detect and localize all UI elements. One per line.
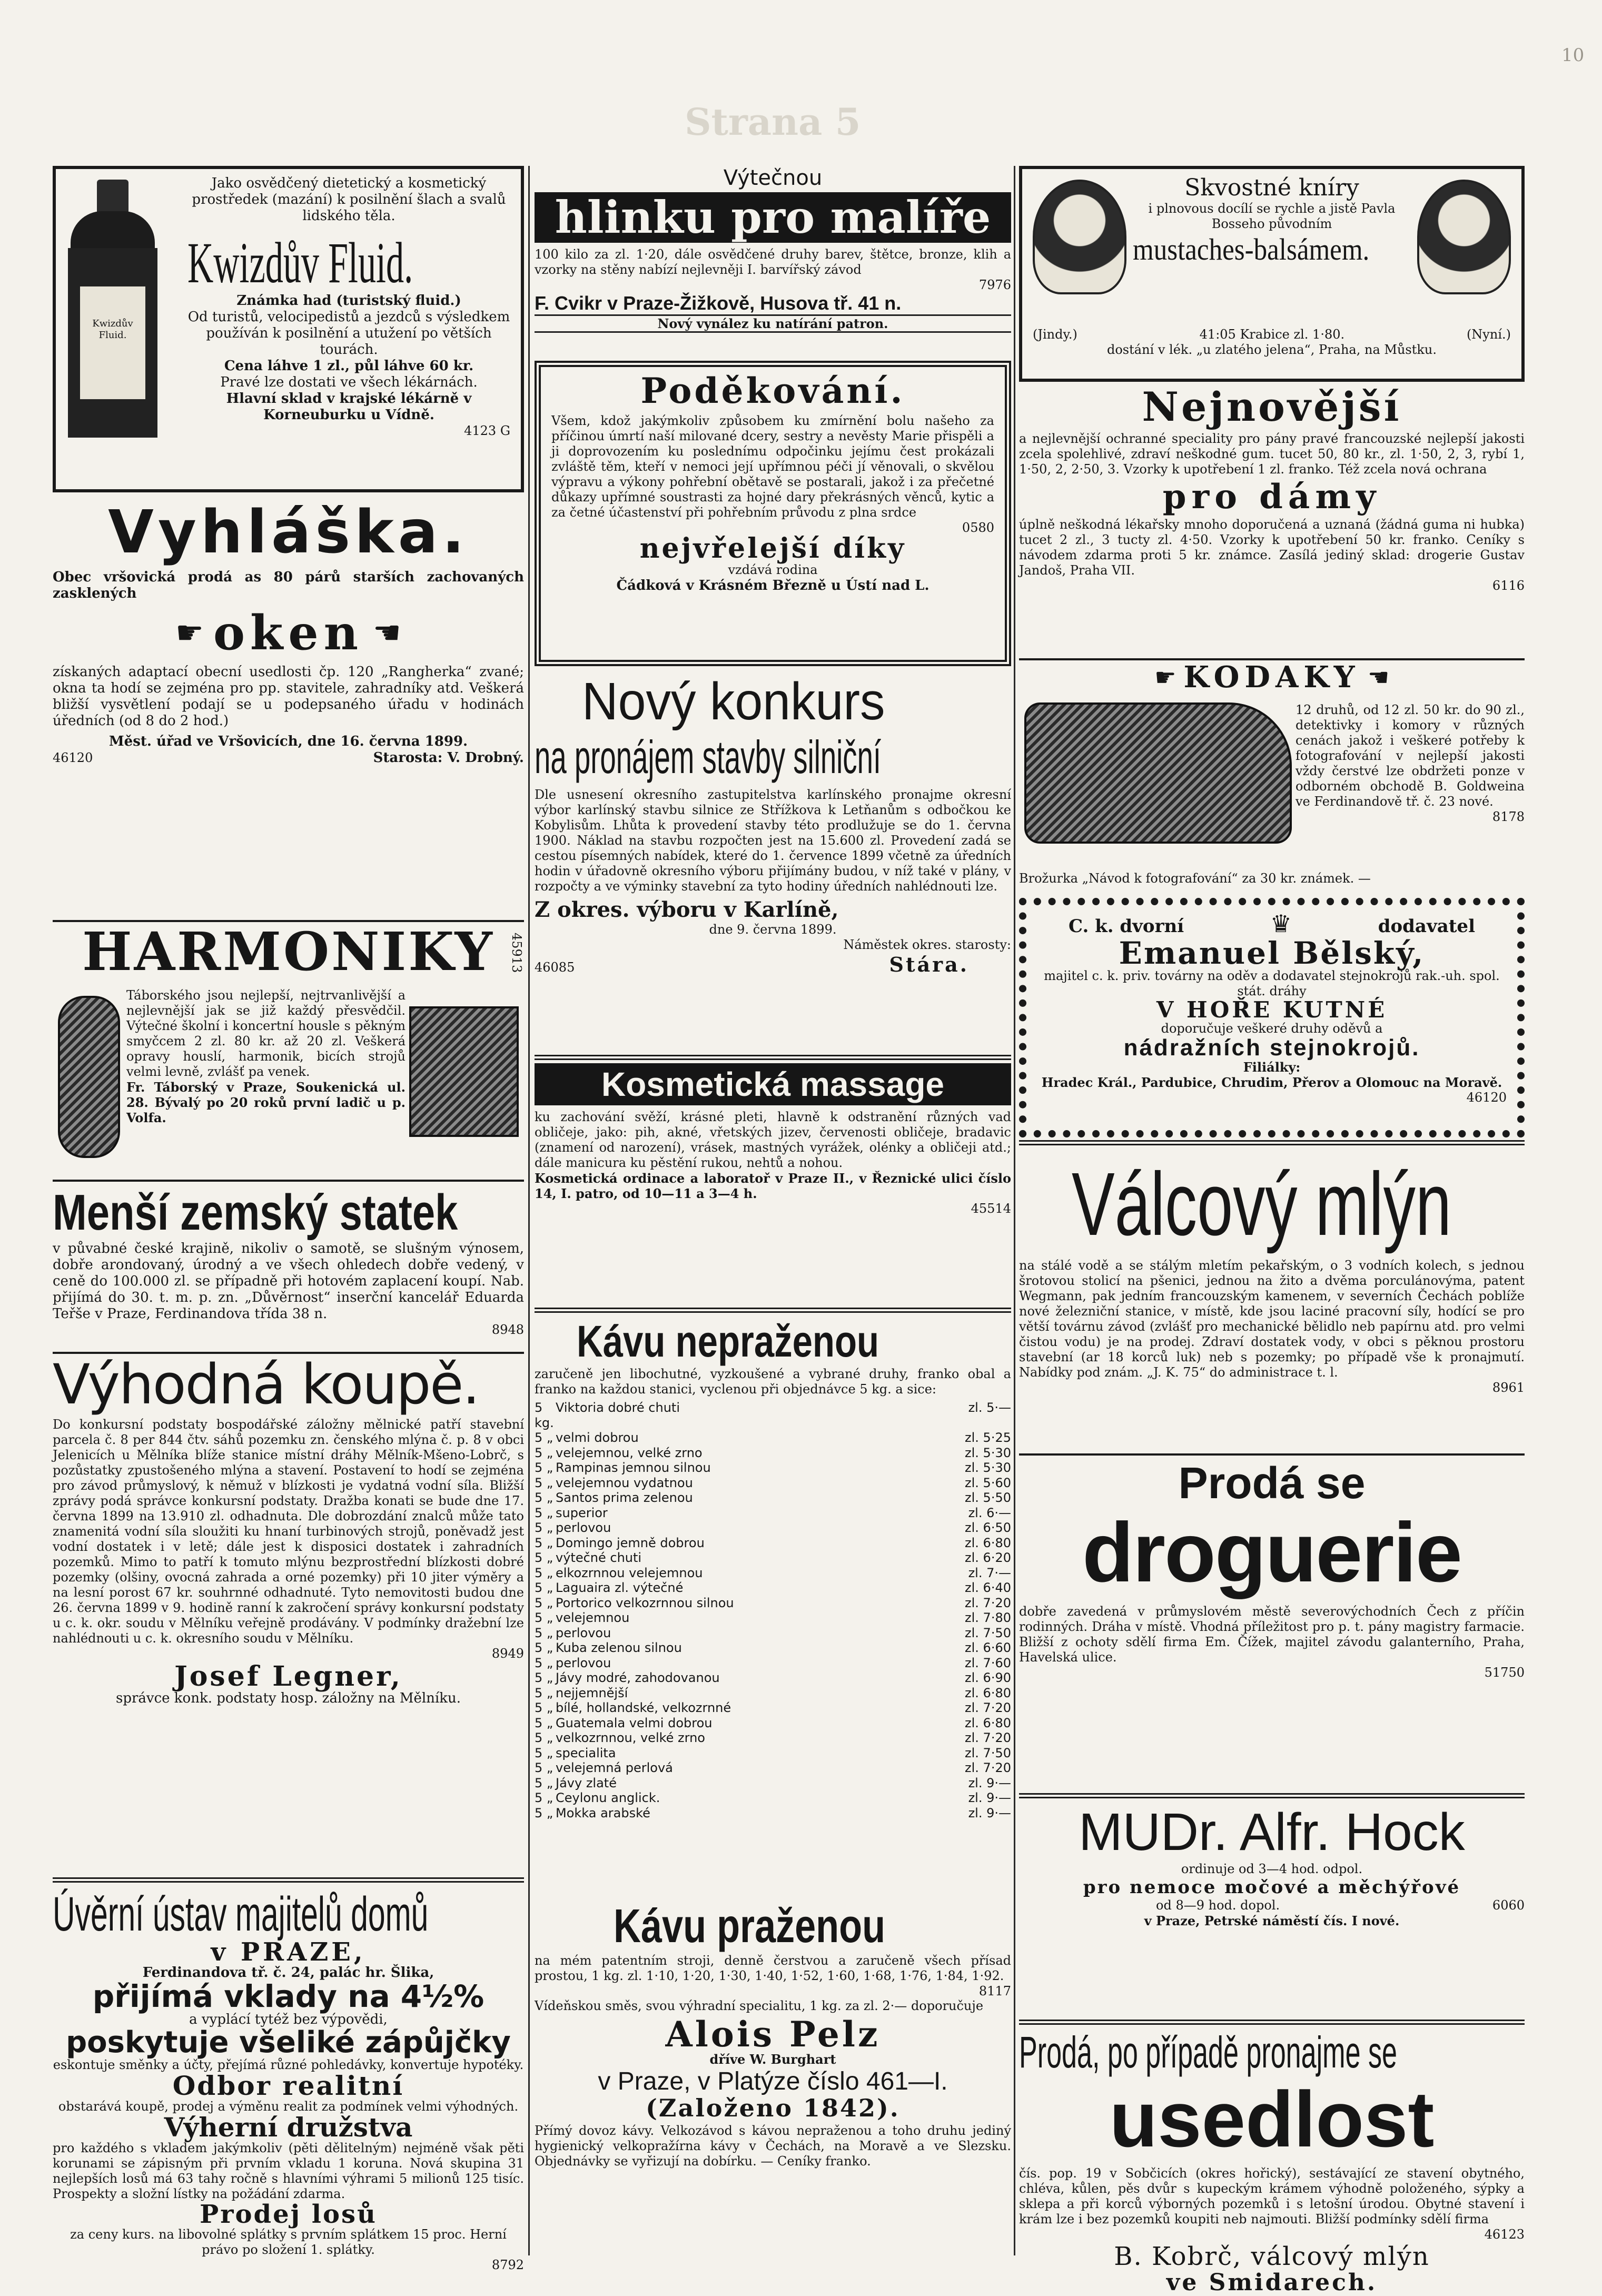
kwizda-price: Cena láhve 1 zl., půl láhve 60 kr.	[224, 358, 474, 374]
coffee-variety: velejemnou, velké zrno	[556, 1445, 703, 1460]
konkurs-title2: na pronájem stavby silniční	[535, 731, 882, 783]
belsky-branches: Hradec Král., Pardubice, Chrudim, Přerov a Olomouc na Moravě.	[1041, 1075, 1502, 1090]
coffee-price: zl. 9·—	[968, 1790, 1011, 1805]
ad-uverni-ustav	[53, 1877, 524, 2272]
kniry-right: (Nyní.)	[1466, 327, 1511, 342]
konkurs-deputy: Náměstek okres. starosty:	[843, 937, 1011, 952]
coffee-price-row	[535, 1656, 1011, 1671]
pelz-address: v Praze, v Platýze číslo 461—I.	[598, 2067, 948, 2095]
coffee-price: zl. 7·50	[965, 1745, 1011, 1760]
koupe-code: 8949	[491, 1646, 524, 1661]
coffee-variety: specialita	[556, 1745, 616, 1760]
kodaky-brochure: Brožurka „Návod k fotografování“ za 30 kr. známek. —	[1019, 871, 1371, 886]
man-portrait-after	[1417, 180, 1511, 294]
kava-raw-text: zaručeně jen libochutné, vyzkoušené a vybrané druhy, franko obal a franko na každou stanici, vyclenou při objednávce 5 kg. a sice:	[535, 1367, 1011, 1397]
coffee-price-row	[535, 1806, 1011, 1821]
ad-harmoniky	[53, 920, 524, 1178]
vyhlaska-mayor: Starosta: V. Drobný.	[373, 750, 524, 766]
coffee-price: zl. 6·40	[965, 1580, 1011, 1595]
coffee-price-row	[535, 1566, 1011, 1581]
usedlost-title2: usedlost	[1109, 2075, 1435, 2163]
coffee-variety: Mokka arabské	[556, 1805, 650, 1820]
ad-novy-konkurs	[535, 671, 1011, 1051]
belsky-name: Emanuel Bělský,	[1119, 935, 1425, 971]
konkurs-date: dne 9. června 1899.	[709, 922, 837, 937]
column-left	[53, 166, 524, 2272]
man-portrait-before	[1033, 180, 1126, 294]
coffee-quantity: 5 „	[535, 1745, 553, 1760]
coffee-variety: Santos prima zelenou	[556, 1490, 693, 1505]
coffee-variety: Jávy zlaté	[556, 1775, 617, 1790]
coffee-price: zl. 6·90	[965, 1670, 1011, 1685]
harmoniky-title: HARMONIKY	[82, 921, 495, 983]
vyhlaska-text2: získaných adaptací obecní usedlosti čp. 120 „Rangherka“ zvané; okna ta hodí se zejména pro pp. stavitele, zahradníky atd. Veškerá bližší vysvětlení podají se u podepsaného úřadu v hodinách úředních (od 8 do 2 hod.)	[53, 664, 524, 729]
podekovani-code: 0580	[962, 520, 994, 535]
kniry-where: dostání v lék. „u zlatého jelena“, Praha, na Můstku.	[1106, 342, 1437, 357]
coffee-price-row	[535, 1476, 1011, 1491]
ad-kosmeticka-massage	[535, 1055, 1011, 1305]
violin-illustration	[58, 996, 120, 1158]
kava-roasted-text: na mém patentním stroji, denně čerstvou a zaručeně všech přísad prostou, 1 kg. zl. 1·10, 1·20, 1·30, 1·40, 1·52, 1·60, 1·68, 1·76, 1·84, 1·92.	[535, 1953, 1011, 1983]
koupe-position: správce konk. podstaty hosp. záložny na Mělníku.	[115, 1690, 461, 1706]
coffee-price: zl. 6·—	[968, 1505, 1011, 1520]
podekovani-text: Všem, kdož jakýmkoliv způsobem ku zmírnění bolu našeho za příčinou úmrtí naší milované dcery, sestry a nevěsty Marie přispěli a ji doprovozením ku poslednímu odpočinku jejímu čest prokázali zvláště těm, kteří v nemoci její upřímnou péči jí věnovali, o skvělou výpravu a výkony pohřební obětavě se postarali, jakož i za přečetné důkazy upřímné soustrasti za hojné dary překrásných věnců, kytic a za četné účastenství při pohřebním průvodu z plna srdce	[551, 413, 994, 520]
coffee-price-row	[535, 1596, 1011, 1611]
ad-skvostne-kniry	[1019, 166, 1525, 382]
konkurs-office: Z okres. výboru v Karlíně,	[535, 897, 839, 922]
belsky-code: 46120	[1466, 1090, 1507, 1105]
konkurs-name: Stára.	[889, 953, 969, 976]
kniry-text1: i plnovous docílí se rychle a jistě Pavla Bosseho původním	[1148, 201, 1396, 231]
coffee-variety: Guatemala velmi dobrou	[556, 1715, 713, 1730]
harmoniky-text: Táborského jsou nejlepší, nejtrvanlivější a nejlevnější jak se již každý přesvědčil. Výtečné školní i koncertní housle s pěkným smyčcem 2 zl. 80 kr. až 20 zl. Veškerá opravy houslí, harmonik, bicích strojů velmi levně, zvlášť pa venek.	[126, 988, 406, 1079]
hock-hours2: od 8—9 hod. dopol.	[1156, 1898, 1280, 1913]
coffee-quantity: 5 „	[535, 1715, 553, 1730]
coffee-price-table	[535, 1400, 1011, 1820]
coffee-quantity: 5 „	[535, 1505, 553, 1520]
coffee-price-row	[535, 1580, 1011, 1596]
coffee-quantity: 5 „	[535, 1535, 553, 1550]
coffee-variety: superior	[556, 1505, 608, 1520]
mlyn-code: 8961	[1492, 1380, 1525, 1395]
malire-text: 100 kilo za zl. 1·20, dále osvědčené druhy barev, štětce, bronze, klih a vzorky na stěny nabízí nejlevněji I. barvířský závod	[535, 247, 1011, 277]
ad-emanuel-belsky	[1019, 898, 1525, 1137]
ustav-clubs: Výherní družstva	[164, 2112, 413, 2143]
ustav-lots: Prodej losů	[200, 2200, 377, 2229]
coffee-quantity: 5 „	[535, 1610, 553, 1625]
nejnovejsi-dames: pro dámy	[1162, 477, 1381, 517]
koupe-signature: Josef Legner,	[174, 1660, 402, 1693]
kodaky-code: 8178	[1492, 809, 1525, 824]
usedlost-title1: Prodá, po případě pronajme se	[1019, 2027, 1398, 2077]
koupe-title: Výhodná koupě.	[53, 1352, 479, 1417]
pointing-hand-right-icon: ☛	[373, 615, 401, 651]
coffee-variety: velejemnou vydatnou	[556, 1475, 693, 1490]
usedlost-code: 46123	[1484, 2227, 1525, 2242]
droguerie-code: 51750	[1484, 1665, 1525, 1680]
coffee-quantity: 5 „	[535, 1475, 553, 1490]
malire-firm: F. Cvikr v Praze-Žižkově, Husova tř. 41 n.	[535, 292, 902, 314]
ad-zemsky-statek	[53, 1180, 524, 1351]
ad-valcovy-mlyn	[1019, 1140, 1525, 1451]
pelz-former: dříve W. Burghart	[709, 2052, 836, 2067]
coffee-price: zl. 5·60	[965, 1475, 1011, 1490]
coffee-price-row	[535, 1430, 1011, 1446]
coffee-price-row	[535, 1716, 1011, 1731]
ad-nejnovejsi	[1019, 383, 1525, 656]
belsky-text: majitel c. k. priv. továrny na oděv a dodavatel stejnokrojů rak.-uh. spol. stát. dráhy	[1044, 968, 1500, 998]
ad-vyhodna-koupe	[53, 1352, 524, 1876]
konkurs-title1: Nový konkurs	[582, 672, 885, 731]
harmoniky-address: Fr. Táborský v Praze, Soukenická ul. 28. Bývalý po 20 roků první ladič u p. Volfa.	[126, 1080, 406, 1125]
podekovani-sender: vzdává rodina	[728, 562, 818, 577]
ustav-code: 8792	[491, 2258, 524, 2272]
droguerie-title2: droguerie	[1082, 1505, 1461, 1599]
belsky-city: V HOŘE KUTNÉ	[1156, 997, 1388, 1023]
kwizda-code: 4123 G	[464, 423, 510, 438]
coffee-price: zl. 7·20	[965, 1700, 1011, 1715]
coffee-variety: perlovou	[556, 1520, 611, 1535]
coffee-price: zl. 7·20	[965, 1730, 1011, 1745]
kwizda-intro: Jako osvědčený dietetický a kosmetický prostředek (mazání) k posilnění šlach a svalů lidského těla.	[192, 175, 506, 224]
malire-title: hlinku pro malíře	[535, 192, 1011, 243]
kava-roasted-title: Kávu praženou	[614, 1900, 886, 1953]
massage-text: ku zachování svěží, krásné pleti, hlavně k odstranění různých vad obličeje, jako: pih, akné, vřetských jizev, červenosti obličeje, bradavic (znamení od narození), vrásek, mastných vyrážek, olénky a obličeji atd.; dále manicura ku pěstění rukou, nehtů a nohou.	[535, 1110, 1011, 1170]
massage-clinic: Kosmetická ordinace a laboratoř v Praze II., v Řeznické ulici číslo 14, I. patro, od 10—11 a 3—4 h.	[535, 1171, 1011, 1201]
kniry-product: mustaches-balsámem.	[1133, 232, 1370, 266]
coffee-quantity: 5 „	[535, 1730, 553, 1745]
nejnovejsi-title: Nejnovější	[1142, 383, 1402, 430]
statek-text: v půvabné české krajině, nikoliv o samotě, se slušným výnosem, dobře arondovaný, úrodný a ve všech ohledech dobře vedený, v ceně do 100.000 zl. se případně při hotovém zaplacení koupí. Nab. přijímá do 30. t. m. p. zn. „Důvěrnost“ inserční kancelář Eduarda Teřše v Praze, Ferdinandova třída 38 n.	[53, 1241, 524, 1322]
ad-hlinka-malire	[535, 166, 1011, 358]
coffee-variety: Jávy modré, zahodovanou	[556, 1670, 720, 1685]
coffee-variety: Domingo jemně dobrou	[556, 1535, 705, 1550]
mlyn-text: na stálé vodě a se stálým mletím pekařským, o 3 vodních kolech, s jednou šrotovou stolicí na pšenici, jednou na žito a dvěma porculánovýma, patent Wegmann, pak jedním francouzským kamenem, v severních Čechách poblíže nové železniční stanice, v místě, kde jsou laciné pracovní síly, hodící se pro větší továrnu závod (zvlášť pro mechanické bělidlo neb papírnu atd. pro velmi čistou vodu) je na prodej. Zdraví dostatek vody, v obci s pěknou prostoru stavební (ar 18 korců luk) neb s pozemky; po případě vše k pronajmutí. Nabídky pod znám. „J. K. 75“ do administrace t. l.	[1019, 1258, 1525, 1380]
usedlost-firm: B. Kobrč, válcový mlýn	[1114, 2242, 1430, 2271]
pelz-note: Přímý dovoz kávy. Velkozávod s kávou nepraženou a toho druhu jediný hygienický velkopražírna kávy v Čechách, na Moravě a ve Slezsku. Objednávky se vyřizují na dobírku. — Ceníky franko.	[535, 2123, 1011, 2169]
coffee-quantity: 5 „	[535, 1775, 553, 1790]
column-right	[1019, 166, 1525, 2296]
ustav-city: v PRAZE,	[211, 1937, 366, 1967]
ustav-loans-note: eskontuje směnky a účty, přejímá různé pohledávky, konvertuje hypotéky.	[53, 2057, 524, 2072]
coffee-variety: Rampinas jemnou silnou	[556, 1460, 711, 1475]
belsky-court: C. k. dvorní	[1069, 916, 1184, 937]
podekovani-family: Čádková v Krásném Březně u Ústí nad L.	[616, 578, 929, 593]
pointing-hand-left-icon: ☛	[175, 615, 204, 651]
podekovani-title: Poděkování.	[640, 370, 905, 411]
vyhlaska-okna: oken	[213, 605, 364, 661]
belsky-product: nádražních stejnokrojů.	[1123, 1035, 1420, 1061]
ustav-realty: Odbor realitní	[172, 2070, 404, 2101]
coffee-variety: perlovou	[556, 1655, 611, 1670]
coffee-price-row	[535, 1506, 1011, 1521]
coffee-price-row	[535, 1700, 1011, 1716]
coffee-price: zl. 7·60	[965, 1655, 1011, 1670]
ustav-title: Úvěrní ústav majitelů domů	[53, 1887, 429, 1941]
coffee-price: zl. 5·50	[965, 1490, 1011, 1505]
coffee-variety: velkozrnnou, velké zrno	[556, 1730, 705, 1745]
coffee-variety: Kuba zelenou silnou	[556, 1640, 682, 1655]
harmoniky-side-code: 45913	[509, 933, 524, 973]
coffee-variety: velejemná perlová	[556, 1760, 673, 1775]
kodaky-title: KODAKY	[1183, 660, 1360, 695]
coffee-price: zl. 6·50	[965, 1520, 1011, 1535]
pointing-hand-right-icon: ☛	[1367, 663, 1389, 691]
coffee-price-row	[535, 1610, 1011, 1626]
ad-droguerie	[1019, 1453, 1525, 1790]
hock-code: 6060	[1492, 1898, 1525, 1913]
kava-raw-title: Kávu nepraženou	[577, 1317, 879, 1366]
coffee-price: zl. 7·20	[965, 1760, 1011, 1775]
coffee-price: zl. 7·20	[965, 1595, 1011, 1610]
kwizda-depot: Hlavní sklad v krajské lékárně v Korneuburku u Vídně.	[226, 391, 472, 423]
coffee-quantity: 5 „	[535, 1490, 553, 1505]
coffee-price: zl. 6·80	[965, 1535, 1011, 1550]
coffee-variety: bílé, hollandské, velkozrnné	[556, 1700, 731, 1715]
coffee-quantity: 5 „	[535, 1580, 553, 1595]
coffee-price: zl. 6·80	[965, 1715, 1011, 1730]
usedlost-place: ve Smidarech.	[1166, 2269, 1378, 2296]
ustav-lots-note: za ceny kurs. na libovolné splátky s prvním splátkem 15 proc. Herní právo po složení 1. splátky.	[70, 2227, 507, 2257]
coffee-price-row	[535, 1400, 1011, 1430]
vyhlaska-code: 46120	[53, 750, 93, 765]
hock-address: v Praze, Petrské náměstí čís. I nové.	[1144, 1913, 1400, 1928]
droguerie-title1: Prodá se	[1178, 1458, 1366, 1508]
coffee-price: zl. 5·25	[965, 1430, 1011, 1445]
coffee-variety: elkozrnnou velejemnou	[556, 1565, 703, 1580]
kniry-price: 41:05 Krabice zl. 1·80.	[1199, 327, 1345, 342]
kodaky-text: 12 druhů, od 12 zl. 50 kr. do 90 zl., detektivky i komory v různých cenách jakož i veškeré potřeby k fotografování v nejlepší jakosti vždy čerstvé lze obdržeti ponze v odborném obchodě B. Goldweina ve Ferdinandově tř. č. 23 nové.	[1296, 702, 1525, 809]
coffee-price-row	[535, 1760, 1011, 1776]
coffee-price: zl. 9·—	[968, 1805, 1011, 1820]
hock-title: MUDr. Alfr. Hock	[1079, 1803, 1465, 1862]
pointing-hand-left-icon: ☛	[1154, 663, 1176, 691]
belsky-offer: doporučuje veškeré druhy oděvů a	[1161, 1021, 1383, 1036]
ad-podekovani	[535, 361, 1011, 666]
ustav-address: Ferdinandova tř. č. 24, palác hr. Šlika,	[142, 1965, 434, 1981]
coffee-price: zl. 6·60	[965, 1640, 1011, 1655]
coffee-quantity: 5 „	[535, 1430, 553, 1445]
coffee-variety: velmi dobrou	[556, 1430, 639, 1445]
pelz-founded: (Založeno 1842).	[646, 2094, 900, 2122]
ad-usedlost	[1019, 2020, 1525, 2296]
coffee-quantity: 5 „	[535, 1805, 553, 1820]
malire-kicker: Výtečnou	[723, 166, 823, 190]
ad-kava-prazena	[535, 1899, 1011, 2273]
coffee-variety: velejemnou	[556, 1610, 630, 1625]
ad-vyhlaska	[53, 498, 524, 919]
coffee-price-row	[535, 1730, 1011, 1746]
ad-kwizda-fluid	[53, 166, 524, 492]
belsky-branches-label: Filiálky:	[1243, 1060, 1301, 1075]
folio-mark: 10	[1561, 45, 1585, 66]
coffee-variety: Portorico velkozrnnou silnou	[556, 1595, 734, 1610]
coffee-quantity: 5 „	[535, 1565, 553, 1580]
ad-kava-neprazena	[535, 1308, 1011, 1897]
coffee-price: zl. 7·—	[968, 1565, 1011, 1580]
ustav-deposits-note: a vyplácí tytéž bez výpovědi,	[189, 2012, 388, 2027]
coffee-quantity: 5 „	[535, 1655, 553, 1670]
droguerie-text: dobře zavedená v průmyslovém městě severovýchodních Čech z příčin rodinných. Dráha v místě. Vhodná příležitost pro p. t. pány magistry farmacie. Bližší z ochoty sdělí firma Em. Čížek, majitel závodu galanterního, Praha, Havelská ulice.	[1019, 1604, 1525, 1665]
coffee-quantity: 5 „	[535, 1550, 553, 1565]
kava-roasted-text2: Vídeňskou směs, svou výhradní specialitu, 1 kg. za zl. 2·— doporučuje	[535, 1998, 984, 2013]
coffee-price-row	[535, 1490, 1011, 1506]
coffee-quantity: 5 „	[535, 1445, 553, 1460]
nejnovejsi-text: a nejlevnější ochranné speciality pro pány pravé francouzské nejlepší jakosti zcela spolehlivé, zdraví neškodné gum. tucet 50, 80 kr., zl. 1·50, 2, 3, rybí 1, 1·50, 2, 2·50, 3. Vzorky k upotřebení 1 zl. franko. Též zcela nová ochrana	[1019, 431, 1525, 477]
coffee-price: zl. 6·20	[965, 1550, 1011, 1565]
pelz-firm: Alois Pelz	[665, 2014, 881, 2055]
koupe-text: Do konkursní podstaty bospodářské záložny mělnické patří stavební parcela č. 8 per 844 čtv. sáhů pozemku zn. čenského mlýna č. p. 8 v obci Jelenicích u Mělníka blíže stanice místní dráhy Mělník-Mšeno-Lobrč, s pozůstatky zpustošeného mlýna a stavení. Postavení to hodí se zejména pro závod průmyslový, k němuž v blízkosti je vydatná vodní síla. Bližší zprávy podá správce konkursní podstaty. Dražba konati se bude dne 17. června 1899 na 13.910 zl. odhadnuta. Dle dobrozdání znalců může tato znamenitá vodní síla sloužiti ku hnaní turbinových strojů, poněvadž jest vodní dostatek i v letě; dále jest k disposici dostatek i zahradních pozemků. Mimo to patří k tomuto mlýnu bezprostřední blízkosti dobré pozemky (olšiny, ovocná zahrada a orné pozemky) při 10 jiter výměry a na lesní porost 67 kr. souhrnné odhadnuté. Tyto nemovitosti budou dne 26. června 1899 v 9. hodině ranní k zakročení správy konkursní podstaty u c. k. okr. soudu v Mělníku veřejně prodávány. V podmínky dražební lze nahlédnouti u c. k. okresního soudu v Mělníku.	[53, 1417, 524, 1646]
vyhlaska-title: Vyhláška.	[108, 498, 469, 567]
coffee-variety: Ceylonu anglick.	[556, 1790, 660, 1805]
malire-code: 7976	[978, 278, 1011, 292]
mlyn-title: Válcový mlýn	[1072, 1154, 1452, 1254]
hand-with-camera-illustration	[1024, 702, 1292, 844]
coffee-price-row	[535, 1776, 1011, 1791]
coffee-price: zl. 9·—	[968, 1775, 1011, 1790]
kwizda-trademark: Známka had (turistský fluid.)	[236, 293, 461, 309]
coffee-price-row	[535, 1550, 1011, 1566]
coffee-price-row	[535, 1746, 1011, 1761]
kwizda-title: Kwizdův Fluid.	[187, 231, 413, 295]
column-rule-2	[1014, 166, 1015, 2255]
coffee-price: zl. 5·30	[965, 1460, 1011, 1475]
nejnovejsi-code: 6116	[1492, 578, 1525, 593]
coffee-quantity: 5 „	[535, 1460, 553, 1475]
coffee-quantity: 5 kg.	[535, 1400, 554, 1430]
usedlost-text: čís. pop. 19 v Sobčicích (okres hořický), sestávající ze stavení obytného, chléva, kůlen, pěs dvůr s kupeckým krámem výhodně položeného, sýpky a sklepa a při korců výborných pozemků i s letošní úrodou. Obytné stavení i krám lze i bez pozemků koupiti neb najmouti. Bližší podmínky sdělí firma	[1019, 2166, 1525, 2226]
coffee-price: zl. 7·50	[965, 1625, 1011, 1640]
coffee-price-row	[535, 1446, 1011, 1461]
hock-special: pro nemoce močové a měchýřové	[1083, 1877, 1461, 1898]
coffee-quantity: 5 „	[535, 1640, 553, 1655]
coffee-quantity: 5 „	[535, 1670, 553, 1685]
coffee-quantity: 5 „	[535, 1625, 553, 1640]
belsky-supplier: dodavatel	[1378, 916, 1475, 937]
coffee-quantity: 5 „	[535, 1790, 553, 1805]
column-middle	[535, 166, 1011, 2266]
vyhlaska-text1: Obec vršovická prodá as 80 párů starších zachovaných zasklených	[53, 569, 524, 601]
coffee-price-row	[535, 1536, 1011, 1551]
coffee-variety: nejjemnější	[556, 1685, 628, 1700]
coffee-variety: perlovou	[556, 1625, 611, 1640]
coffee-price: zl. 5·30	[965, 1445, 1011, 1460]
coffee-quantity: 5 „	[535, 1700, 553, 1715]
coffee-price: zl. 6·80	[965, 1685, 1011, 1700]
nejnovejsi-text2: úplně neškodná lékařsky mnoho doporučená a uznaná (žádná guma ni hubka) tucet 2 zl., 3 tucty zl. 4·50. Vzorky k upotřebení 50 kr. franko. Ceníky s návodem zdarma proti 5 kr. známce. Zasílá jediný sklad: drogerie Gustav Jandoš, Praha VII.	[1019, 517, 1525, 578]
coffee-price: zl. 5·—	[968, 1400, 1011, 1415]
coffee-variety: Laguaira zl. výtečné	[556, 1580, 684, 1595]
eagle-crest-icon: ♛	[1270, 909, 1292, 938]
ustav-clubs-note: pro každého s vkladem jakýmkoliv (pěti dělitelným) nejméně však pěti korunami se zápisným při prvním vkladu 1 koruna. Nová skupina 31 nejlepších losů má 63 tahy ročně s hlavními výhrami 5 milionů 125 tisíc. Prospekty a složní lístky na požádání zdarma.	[53, 2141, 524, 2201]
coffee-price-row	[535, 1640, 1011, 1656]
ustav-deposits: přijímá vklady na 4½%	[92, 1978, 484, 2014]
coffee-price-row	[535, 1670, 1011, 1686]
kwizda-where: Pravé lze dostati ve všech lékárnách.	[220, 374, 478, 390]
coffee-price-row	[535, 1686, 1011, 1701]
kava-roasted-code: 8117	[978, 1984, 1011, 1998]
ustav-realty-note: obstarává koupě, prodej a výměnu realit za podmínek velmi výhodných.	[58, 2099, 519, 2114]
coffee-price-row	[535, 1520, 1011, 1536]
hock-hours: ordinuje od 3—4 hod. odpol.	[1181, 1862, 1363, 1876]
statek-code: 8948	[491, 1322, 524, 1337]
coffee-variety: výtečné chuti	[556, 1550, 642, 1565]
coffee-price-row	[535, 1626, 1011, 1641]
konkurs-code: 46085	[535, 960, 575, 975]
malire-tag: Nový vynález ku natírání patron.	[535, 314, 1011, 333]
ustav-loans: poskytuje všeliké zápůjčky	[66, 2025, 511, 2060]
coffee-quantity: 5 „	[535, 1520, 553, 1535]
kniry-left: (Jindy.)	[1033, 327, 1077, 342]
kwizda-text: Od turistů, velocipedistů a jezdců s výsledkem používán k posilnění a utužení po větších tourách.	[187, 309, 510, 358]
coffee-quantity: 5 „	[535, 1685, 553, 1700]
coffee-price-row	[535, 1790, 1011, 1806]
ad-mudr-hock	[1019, 1793, 1525, 2017]
massage-code: 45514	[971, 1201, 1011, 1216]
coffee-quantity: 5 „	[535, 1595, 553, 1610]
page-header-ghost: Strana 5	[685, 100, 861, 144]
coffee-variety: Viktoria dobré chuti	[556, 1400, 680, 1415]
vyhlaska-place: Měst. úřad ve Vršovicích, dne 16. června 1899.	[108, 734, 468, 749]
coffee-price-row	[535, 1460, 1011, 1476]
kwizda-bottle-illustration: Kwizdův Fluid.	[60, 180, 165, 443]
statek-title: Menší zemský statek	[53, 1184, 458, 1241]
massage-title: Kosmetická massage	[535, 1063, 1011, 1105]
coffee-quantity: 5 „	[535, 1760, 553, 1775]
ad-kodaky	[1019, 658, 1525, 895]
accordion-illustration	[409, 1006, 519, 1137]
konkurs-text: Dle usnesení okresního zastupitelstva karlínského pronajme okresní výbor karlínský stavbu silnice ze Střížkova k Letňanům s odbočkou ke Kobylisům. Lhůta k provedení stavby této prodlužuje se do 1. června 1900. Náklad na stavbu rozpočten jest na 15.600 zl. Provedení zadá se cestou písemných nabídek, které do 1. července 1899 včetně za úředních hodin v úřadovně okresního výboru přijímány budou, v níž také v plány, v rozpočty a ve výminky stavební za tyto hodiny úředních nahlédnouti lze.	[535, 787, 1011, 894]
column-rule-1	[528, 166, 530, 2255]
kniry-title: Skvostné kníry	[1184, 174, 1359, 201]
podekovani-thanks: nejvřelejší díky	[639, 532, 906, 565]
coffee-price: zl. 7·80	[965, 1610, 1011, 1625]
